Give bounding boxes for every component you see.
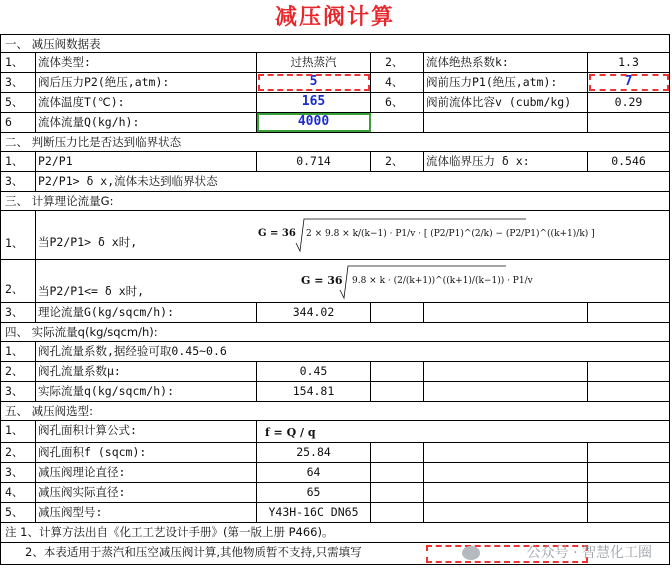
row-number: 3、 — [0, 463, 36, 482]
empty-cell — [371, 443, 424, 462]
empty-cell — [588, 443, 670, 462]
row-label: 减压阀型号: — [36, 503, 257, 522]
actual-diameter-value[interactable]: 65 — [257, 483, 371, 502]
formula-cell — [36, 260, 670, 302]
pressure-ratio-value: 0.714 — [257, 152, 371, 171]
table-row — [0, 362, 670, 382]
table-row — [0, 53, 670, 73]
p1-input[interactable]: 7 — [588, 73, 670, 92]
section-label: 四、 实际流量q(kg/sqcm/h): — [0, 323, 670, 341]
row-number: 6、 — [371, 93, 424, 112]
note-2: 2、本表适用于蒸汽和压空减压阀计算,其他物质暂不支持,只需填写 — [0, 543, 670, 564]
formula-g1-prefix: G = 36 — [258, 228, 296, 239]
section-header-2 — [0, 133, 670, 152]
row-number: 3、 — [0, 172, 36, 191]
table-row — [0, 93, 670, 113]
row-number: 5、 — [0, 93, 36, 112]
row-number: 6 — [0, 113, 36, 132]
critical-state-result: P2/P1> δ x,流体未达到临界状态 — [36, 172, 670, 191]
wechat-icon — [462, 546, 480, 560]
row-number: 5、 — [0, 503, 36, 522]
row-number: 2、 — [0, 443, 36, 462]
row-number: 3、 — [0, 382, 36, 401]
section-header-5 — [0, 402, 670, 421]
row-label: 流体绝热系数k: — [424, 53, 588, 72]
empty-cell — [371, 483, 424, 502]
formula-g2-body: 9.8 × k · (2/(k+1))^((k+1)/(k−1)) · P1/v — [352, 276, 533, 286]
row-number: 4、 — [0, 483, 36, 502]
temperature-input[interactable]: 165 — [257, 93, 371, 112]
row-number: 1、 — [0, 421, 36, 442]
row-label: 阀孔流量系数,据经验可取0.45~0.6 — [36, 342, 670, 361]
theoretical-flow-value: 344.02 — [257, 303, 371, 322]
row-label: 减压阀理论直径: — [36, 463, 257, 482]
empty-cell — [424, 483, 588, 502]
area-formula-cell — [257, 421, 670, 442]
table-row — [0, 421, 670, 443]
table-row — [0, 152, 670, 172]
row-number: 4、 — [371, 73, 424, 92]
watermark: 公众号 · 智慧化工圈 — [526, 545, 652, 561]
row-label: 阀孔流量系数μ: — [36, 362, 257, 381]
row-number: 2、 — [371, 53, 424, 72]
empty-cell — [588, 303, 670, 322]
row-label: 理论流量G(kg/sqcm/h): — [36, 303, 257, 322]
table-row — [0, 483, 670, 503]
section-label: 五、 减压阀选型: — [0, 402, 670, 420]
row-label: 实际流量q(kg/sqcm/h): — [36, 382, 257, 401]
area-formula: f = Q / q — [265, 426, 316, 439]
row-number: 3、 — [0, 73, 36, 92]
section-label: 二、 判断压力比是否达到临界状态 — [0, 133, 670, 151]
p2-input[interactable]: 5 — [257, 73, 371, 92]
table-row — [0, 303, 670, 323]
empty-cell — [371, 382, 424, 401]
row-label: 阀后压力P2(绝压,atm): — [36, 73, 257, 92]
section-header-3 — [0, 192, 670, 211]
row-number: 1、 — [0, 342, 36, 361]
row-label: 阀孔面积计算公式: — [36, 421, 257, 442]
row-label: 流体临界压力 δ x: — [424, 152, 588, 171]
valve-model-value: Y43H-16C DN65 — [257, 503, 371, 522]
formula-g2-prefix: G = 36 — [301, 274, 343, 287]
table-row — [0, 503, 670, 523]
fluid-type-value[interactable]: 过热蒸汽 — [257, 53, 371, 72]
empty-cell — [424, 382, 588, 401]
specific-volume-value: 0.29 — [588, 93, 670, 112]
actual-flow-value: 154.81 — [257, 382, 371, 401]
empty-cell — [371, 113, 424, 132]
row-number: 2、 — [0, 260, 36, 302]
adiabatic-k-value[interactable]: 1.3 — [588, 53, 670, 72]
row-label: 阀孔面积f (sqcm): — [36, 443, 257, 462]
row-number: 1、 — [0, 152, 36, 171]
table-row — [0, 172, 670, 192]
row-label: 流体类型: — [36, 53, 257, 72]
row-number: 2、 — [0, 362, 36, 381]
row-number: 1、 — [0, 53, 36, 72]
table-row — [0, 113, 670, 133]
section-header-4 — [0, 323, 670, 342]
empty-cell — [424, 362, 588, 381]
row-number: 3、 — [0, 303, 36, 322]
table-row — [0, 382, 670, 402]
empty-cell — [424, 463, 588, 482]
flow-rate-input[interactable]: 4000 — [257, 113, 371, 132]
empty-cell — [588, 382, 670, 401]
section-label: 一、 减压阀数据表 — [0, 35, 670, 52]
empty-cell — [371, 503, 424, 522]
theoretical-diameter-value: 64 — [257, 463, 371, 482]
empty-cell — [424, 113, 588, 132]
note-1: 注 1、计算方法出自《化工工艺设计手册》(第一版上册 P466)。 — [0, 523, 670, 542]
formula-g1-body: 2 × 9.8 × k/(k−1) · P1/v · [ (P2/P1)^(2/k) − (P2/P1)^((k+1)/k) ] — [306, 229, 595, 239]
orifice-area-value: 25.84 — [257, 443, 371, 462]
row-label: 流体温度T(℃): — [36, 93, 257, 112]
empty-cell — [588, 362, 670, 381]
row-label: 流体流量Q(kg/h): — [36, 113, 257, 132]
table-row — [0, 463, 670, 483]
row-label: P2/P1 — [36, 152, 257, 171]
note-row — [0, 523, 670, 543]
table-row — [0, 342, 670, 362]
row-label: 当P2/P1> δ x时, — [38, 235, 138, 249]
empty-cell — [371, 362, 424, 381]
section-label: 三、 计算理论流量G: — [0, 192, 670, 210]
empty-cell — [424, 303, 588, 322]
empty-cell — [371, 463, 424, 482]
table-row — [0, 211, 670, 260]
table-row — [0, 73, 670, 93]
empty-cell — [588, 463, 670, 482]
row-number: 1、 — [0, 211, 36, 259]
table-row — [0, 443, 670, 463]
empty-cell — [588, 483, 670, 502]
row-number: 2、 — [371, 152, 424, 171]
empty-cell — [588, 113, 670, 132]
row-label: 阀前流体比容v (cubm/kg) — [424, 93, 588, 112]
empty-cell — [371, 303, 424, 322]
critical-ratio-value: 0.546 — [588, 152, 670, 171]
section-header-1 — [0, 34, 670, 53]
row-label: 阀前压力P1(绝压,atm): — [424, 73, 588, 92]
empty-cell — [424, 443, 588, 462]
page-title: 减压阀计算 — [274, 4, 395, 30]
formula-cell — [36, 211, 670, 259]
flow-coefficient-value[interactable]: 0.45 — [257, 362, 371, 381]
empty-cell — [588, 503, 670, 522]
row-label: 当P2/P1<= δ x时, — [38, 284, 145, 298]
table-row — [0, 260, 670, 303]
row-label: 减压阀实际直径: — [36, 483, 257, 502]
empty-cell — [424, 503, 588, 522]
